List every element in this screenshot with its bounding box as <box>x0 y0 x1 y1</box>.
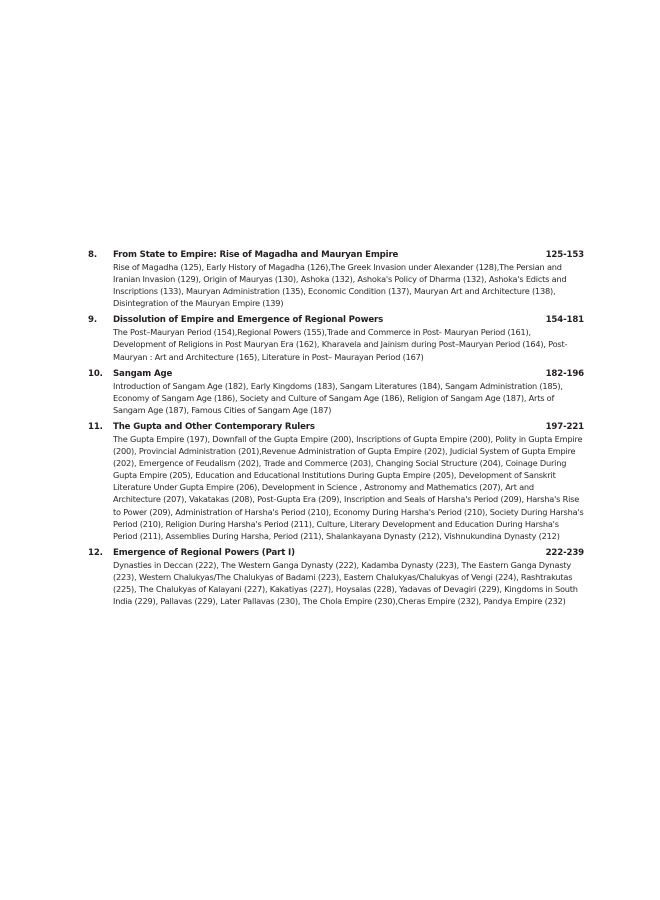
chapter-pages: 197-221 <box>545 421 584 432</box>
chapter-heading <box>88 368 584 380</box>
chapter-heading <box>88 314 584 326</box>
chapter-number: 9. <box>88 315 97 326</box>
chapter-number: 12. <box>88 547 103 558</box>
chapter-pages: 125-153 <box>545 250 584 260</box>
chapter-number: 11. <box>88 421 103 432</box>
toc-entry-9 <box>88 314 584 362</box>
toc-entry-11 <box>88 421 584 542</box>
chapter-heading <box>88 249 584 261</box>
chapter-topics: Rise of Magadha (125), Early History of Magadha (126),The Greek Invasion under Alexander (128),The Persian and Iranian Invasion (129), Origin of Mauryas (130), Ashoka (132), Ashoka's Policy of Dharma (132), Ashoka's Edicts and Inscriptions (133), Mauryan Administration (135), Economic Condition (137), Mauryan Art and Architecture (138), Disintegration of the Mauryan Empire (139) <box>113 262 567 309</box>
chapter-pages: 182-196 <box>545 368 584 379</box>
chapter-title: From State to Empire: Rise of Magadha and Mauryan Empire <box>113 250 399 260</box>
chapter-topics: Introduction of Sangam Age (182), Early Kingdoms (183), Sangam Literatures (184), Sangam Administration (185), Economy of Sangam Age (186), Society and Culture of Sangam Age (186), Religion of Sangam Age (187), Arts of Sangam Age (187), Famous Cities of Sangam Age (187) <box>113 380 563 415</box>
toc-entry-12 <box>88 547 584 607</box>
chapter-title: The Gupta and Other Contemporary Rulers <box>113 421 315 432</box>
chapter-topics: Dynasties in Deccan (222), The Western Ganga Dynasty (222), Kadamba Dynasty (223), The Eastern Ganga Dynasty (223), Western Chalukyas/The Chalukyas of Badami (223), Eastern Chalukyas/Chalukyas of Vengi (224), Rashtrakutas (225), The Chalukyas of Kalayani (227), Kakatiyas (227), Hoysalas (228), Yadavas of Devagiri (229), Kingdoms in South India (229), Pallavas (229), Later Pallavas (230), The Chola Empire (230),Cheras Empire (232), Pandya Empire (232) <box>113 559 578 607</box>
chapter-topics: The Post–Mauryan Period (154),Regional Powers (155),Trade and Commerce in Post- Mauryan Period (161), Development of Religions in Post Mauryan Era (162), Kharavela and Jainism during Post–Mauryan Period (164), Post-Mauryan : Art and Architecture (165), Literature in Post– Maurayan Period (167) <box>113 327 568 362</box>
chapter-heading <box>88 421 584 433</box>
chapter-title: Dissolution of Empire and Emergence of Regional Powers <box>113 315 384 326</box>
chapter-topics: The Gupta Empire (197), Downfall of the Gupta Empire (200), Inscriptions of Gupta Empire (200), Polity in Gupta Empire (200), Provincial Administration (201),Revenue Administration of Gupta Empire (202), Judicial System of Gupta Empire (202), Emergence of Feudalism (202), Trade and Commerce (203), Changing Social Structure (204), Coinage During Gupta Empire (205), Education and Educational Institutions During Gupta Empire (205), Development of Sanskrit Literature Under Gupta Empire (206), Development in Science , Astronomy and Mathematics (207), Art and Architecture (207), Vakatakas (208), Post-Gupta Era (209), Inscription and Seals of Harsha's Period (209), Harsha's Rise to Power (209), Administration of Harsha's Period (210), Economy During Harsha's Period (210), Society During Harsha's Period (210), Religion During Harsha's Period (211), Culture, Literary Development and Education During Harsha's Period (211), Assemblies During Harsha, Period (211), Shalankayana Dynasty (212), Vishnukundina Dynasty (212) <box>113 433 584 541</box>
chapter-number: 8. <box>88 250 97 260</box>
chapter-number: 10. <box>88 368 103 379</box>
toc-entry-10 <box>88 368 584 416</box>
chapter-pages: 154-181 <box>545 315 584 326</box>
toc-entry-8 <box>88 249 584 309</box>
chapter-pages: 222-239 <box>545 547 584 558</box>
chapter-title: Sangam Age <box>113 368 173 379</box>
chapter-heading <box>88 547 584 559</box>
table-of-contents <box>88 249 584 612</box>
chapter-title: Emergence of Regional Powers (Part I) <box>113 547 295 558</box>
